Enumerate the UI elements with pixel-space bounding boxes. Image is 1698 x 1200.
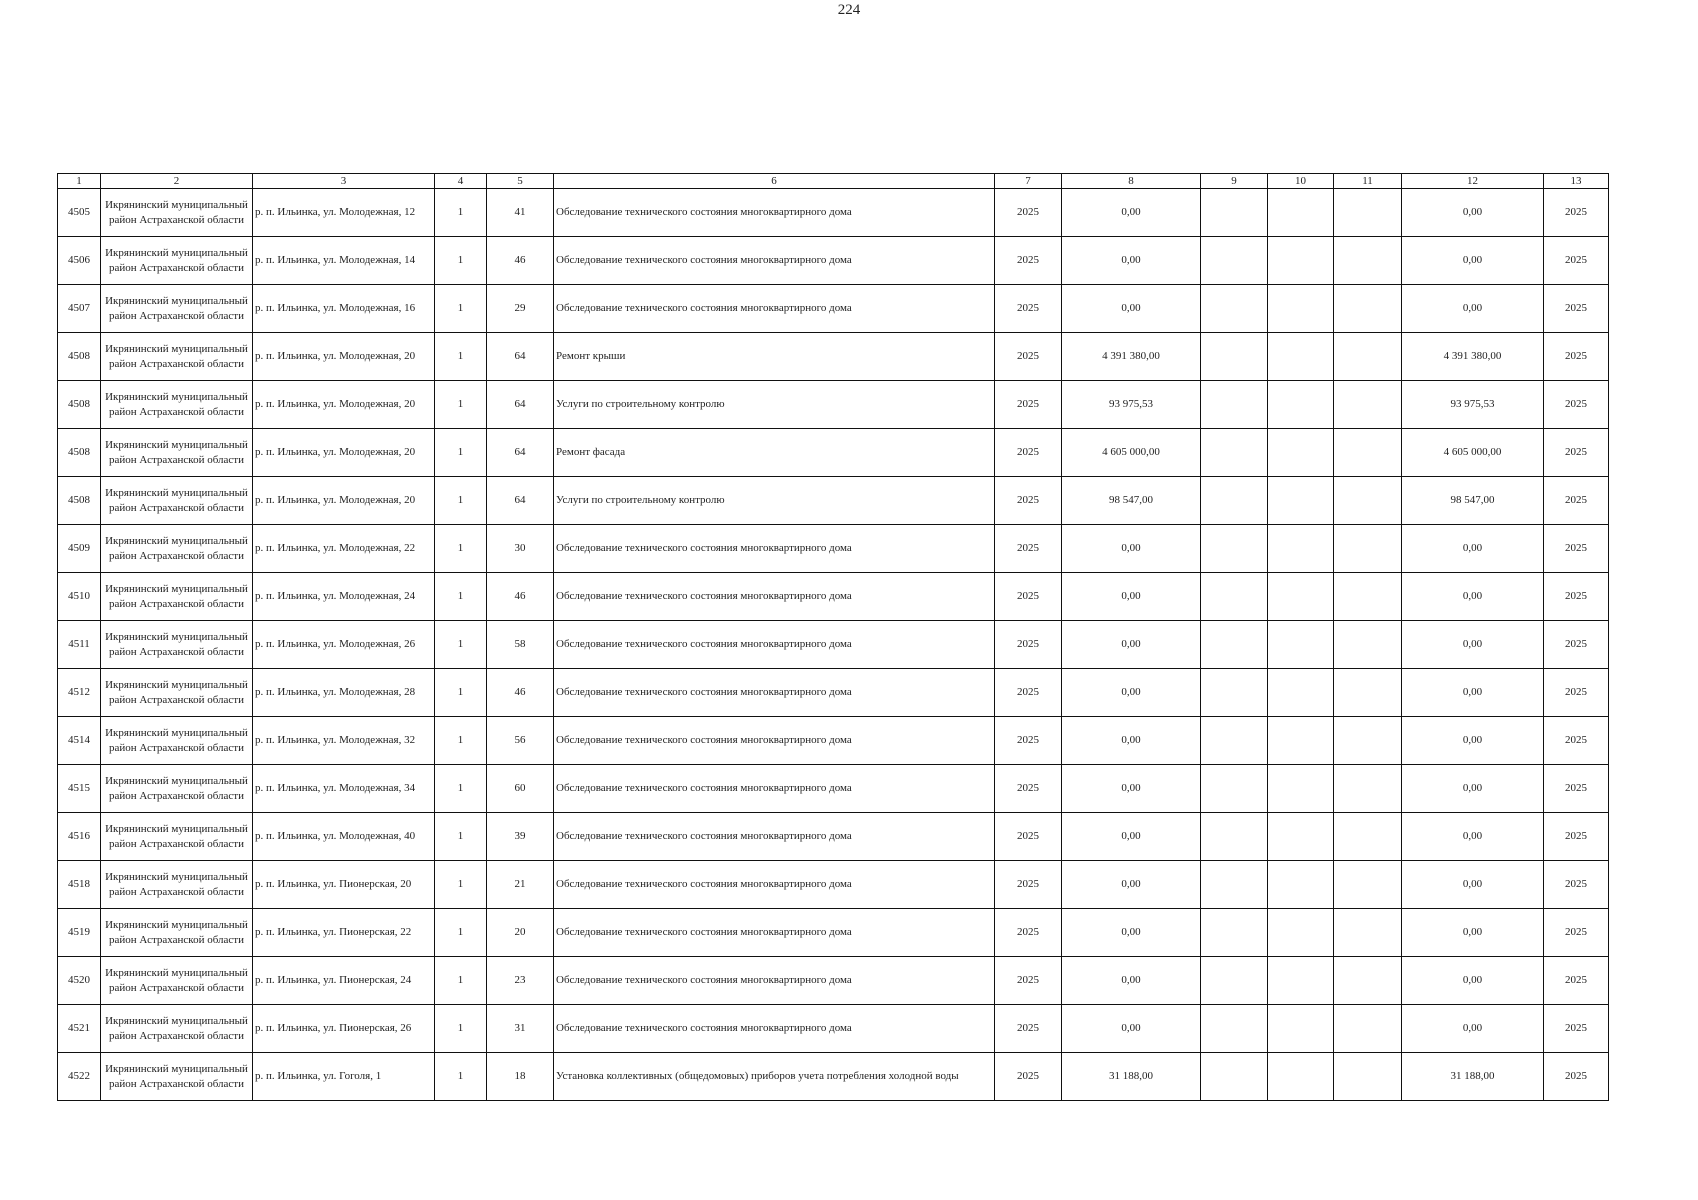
address-cell: р. п. Ильинка, ул. Молодежная, 32 <box>253 717 435 765</box>
col-9-cell <box>1201 477 1268 525</box>
col-9-cell <box>1201 669 1268 717</box>
cost-cell: 0,00 <box>1062 669 1201 717</box>
work-type-cell: Обследование технического состояния многоквартирного дома <box>554 621 995 669</box>
col-4-cell: 1 <box>435 813 487 861</box>
work-type-cell: Обследование технического состояния многоквартирного дома <box>554 717 995 765</box>
col-4-cell: 1 <box>435 189 487 237</box>
work-type-cell: Услуги по строительному контролю <box>554 381 995 429</box>
address-cell: р. п. Ильинка, ул. Молодежная, 20 <box>253 429 435 477</box>
col-13-cell: 2025 <box>1544 285 1609 333</box>
municipality-cell: Икрянинский муниципальный район Астраханской области <box>101 381 253 429</box>
municipality-cell: Икрянинский муниципальный район Астраханской области <box>101 909 253 957</box>
col-5-cell: 58 <box>487 621 554 669</box>
municipality-cell: Икрянинский муниципальный район Астраханской области <box>101 333 253 381</box>
row-number-cell: 4520 <box>58 957 101 1005</box>
table-row <box>58 669 1609 717</box>
work-type-cell: Обследование технического состояния многоквартирного дома <box>554 285 995 333</box>
address-cell: р. п. Ильинка, ул. Пионерская, 20 <box>253 861 435 909</box>
work-type-cell: Обследование технического состояния многоквартирного дома <box>554 1005 995 1053</box>
work-type-cell: Обследование технического состояния многоквартирного дома <box>554 573 995 621</box>
row-number-cell: 4511 <box>58 621 101 669</box>
table-row <box>58 237 1609 285</box>
work-type-cell: Обследование технического состояния многоквартирного дома <box>554 669 995 717</box>
table-row <box>58 477 1609 525</box>
col-9-cell <box>1201 381 1268 429</box>
municipality-cell: Икрянинский муниципальный район Астраханской области <box>101 429 253 477</box>
col-9-cell <box>1201 573 1268 621</box>
col-13-cell: 2025 <box>1544 333 1609 381</box>
col-4-cell: 1 <box>435 237 487 285</box>
work-type-cell: Обследование технического состояния многоквартирного дома <box>554 189 995 237</box>
year-cell: 2025 <box>995 573 1062 621</box>
address-cell: р. п. Ильинка, ул. Молодежная, 28 <box>253 669 435 717</box>
col-9-cell <box>1201 909 1268 957</box>
col-5-cell: 20 <box>487 909 554 957</box>
row-number-cell: 4506 <box>58 237 101 285</box>
municipality-cell: Икрянинский муниципальный район Астраханской области <box>101 285 253 333</box>
col-12-cell: 0,00 <box>1402 861 1544 909</box>
address-cell: р. п. Ильинка, ул. Молодежная, 20 <box>253 381 435 429</box>
municipality-cell: Икрянинский муниципальный район Астраханской области <box>101 765 253 813</box>
address-cell: р. п. Ильинка, ул. Молодежная, 16 <box>253 285 435 333</box>
col-13-cell: 2025 <box>1544 525 1609 573</box>
address-cell: р. п. Ильинка, ул. Молодежная, 26 <box>253 621 435 669</box>
col-9-cell <box>1201 1005 1268 1053</box>
year-cell: 2025 <box>995 621 1062 669</box>
row-number-cell: 4519 <box>58 909 101 957</box>
cost-cell: 0,00 <box>1062 237 1201 285</box>
col-10-cell <box>1268 1053 1334 1101</box>
col-10-cell <box>1268 573 1334 621</box>
column-header-9: 9 <box>1201 174 1268 189</box>
table-header <box>58 174 1609 189</box>
cost-cell: 0,00 <box>1062 861 1201 909</box>
year-cell: 2025 <box>995 813 1062 861</box>
row-number-cell: 4512 <box>58 669 101 717</box>
col-5-cell: 64 <box>487 381 554 429</box>
table-row <box>58 861 1609 909</box>
col-4-cell: 1 <box>435 669 487 717</box>
year-cell: 2025 <box>995 525 1062 573</box>
col-4-cell: 1 <box>435 909 487 957</box>
year-cell: 2025 <box>995 429 1062 477</box>
page-number: 224 <box>837 2 861 18</box>
work-type-cell: Ремонт фасада <box>554 429 995 477</box>
col-12-cell: 0,00 <box>1402 813 1544 861</box>
col-12-cell: 0,00 <box>1402 1005 1544 1053</box>
col-10-cell <box>1268 525 1334 573</box>
col-5-cell: 60 <box>487 765 554 813</box>
col-11-cell <box>1334 621 1402 669</box>
year-cell: 2025 <box>995 1005 1062 1053</box>
work-type-cell: Обследование технического состояния многоквартирного дома <box>554 237 995 285</box>
year-cell: 2025 <box>995 1053 1062 1101</box>
col-13-cell: 2025 <box>1544 237 1609 285</box>
col-9-cell <box>1201 333 1268 381</box>
col-13-cell: 2025 <box>1544 861 1609 909</box>
row-number-cell: 4505 <box>58 189 101 237</box>
col-4-cell: 1 <box>435 429 487 477</box>
col-13-cell: 2025 <box>1544 813 1609 861</box>
row-number-cell: 4510 <box>58 573 101 621</box>
row-number-cell: 4516 <box>58 813 101 861</box>
cost-cell: 4 391 380,00 <box>1062 333 1201 381</box>
year-cell: 2025 <box>995 957 1062 1005</box>
col-13-cell: 2025 <box>1544 1005 1609 1053</box>
col-11-cell <box>1334 525 1402 573</box>
col-12-cell: 0,00 <box>1402 765 1544 813</box>
column-header-12: 12 <box>1402 174 1544 189</box>
col-10-cell <box>1268 621 1334 669</box>
col-12-cell: 0,00 <box>1402 957 1544 1005</box>
col-13-cell: 2025 <box>1544 429 1609 477</box>
address-cell: р. п. Ильинка, ул. Молодежная, 14 <box>253 237 435 285</box>
column-header-2: 2 <box>101 174 253 189</box>
col-11-cell <box>1334 237 1402 285</box>
col-12-cell: 0,00 <box>1402 909 1544 957</box>
capital-repair-table <box>57 173 1609 1101</box>
col-5-cell: 21 <box>487 861 554 909</box>
year-cell: 2025 <box>995 333 1062 381</box>
col-10-cell <box>1268 1005 1334 1053</box>
work-type-cell: Обследование технического состояния многоквартирного дома <box>554 909 995 957</box>
col-5-cell: 64 <box>487 429 554 477</box>
cost-cell: 0,00 <box>1062 957 1201 1005</box>
table-row <box>58 189 1609 237</box>
row-number-cell: 4514 <box>58 717 101 765</box>
table-row <box>58 909 1609 957</box>
year-cell: 2025 <box>995 765 1062 813</box>
col-9-cell <box>1201 765 1268 813</box>
col-10-cell <box>1268 429 1334 477</box>
column-header-11: 11 <box>1334 174 1402 189</box>
address-cell: р. п. Ильинка, ул. Молодежная, 34 <box>253 765 435 813</box>
col-5-cell: 39 <box>487 813 554 861</box>
col-10-cell <box>1268 813 1334 861</box>
col-4-cell: 1 <box>435 1005 487 1053</box>
col-11-cell <box>1334 381 1402 429</box>
row-number-cell: 4508 <box>58 429 101 477</box>
table-row <box>58 429 1609 477</box>
municipality-cell: Икрянинский муниципальный район Астраханской области <box>101 1053 253 1101</box>
col-4-cell: 1 <box>435 477 487 525</box>
col-5-cell: 46 <box>487 573 554 621</box>
col-13-cell: 2025 <box>1544 381 1609 429</box>
col-9-cell <box>1201 237 1268 285</box>
work-type-cell: Обследование технического состояния многоквартирного дома <box>554 861 995 909</box>
table-row <box>58 381 1609 429</box>
year-cell: 2025 <box>995 861 1062 909</box>
row-number-cell: 4518 <box>58 861 101 909</box>
col-5-cell: 64 <box>487 477 554 525</box>
col-5-cell: 23 <box>487 957 554 1005</box>
col-11-cell <box>1334 909 1402 957</box>
column-header-10: 10 <box>1268 174 1334 189</box>
col-11-cell <box>1334 717 1402 765</box>
col-13-cell: 2025 <box>1544 669 1609 717</box>
col-12-cell: 0,00 <box>1402 669 1544 717</box>
col-10-cell <box>1268 477 1334 525</box>
col-10-cell <box>1268 669 1334 717</box>
column-header-6: 6 <box>554 174 995 189</box>
table-row <box>58 525 1609 573</box>
address-cell: р. п. Ильинка, ул. Молодежная, 20 <box>253 477 435 525</box>
column-header-7: 7 <box>995 174 1062 189</box>
row-number-cell: 4515 <box>58 765 101 813</box>
municipality-cell: Икрянинский муниципальный район Астраханской области <box>101 1005 253 1053</box>
table-row <box>58 957 1609 1005</box>
col-9-cell <box>1201 861 1268 909</box>
year-cell: 2025 <box>995 381 1062 429</box>
cost-cell: 31 188,00 <box>1062 1053 1201 1101</box>
col-10-cell <box>1268 189 1334 237</box>
col-11-cell <box>1334 861 1402 909</box>
col-5-cell: 30 <box>487 525 554 573</box>
municipality-cell: Икрянинский муниципальный район Астраханской области <box>101 861 253 909</box>
address-cell: р. п. Ильинка, ул. Молодежная, 22 <box>253 525 435 573</box>
municipality-cell: Икрянинский муниципальный район Астраханской области <box>101 621 253 669</box>
table-row <box>58 333 1609 381</box>
cost-cell: 4 605 000,00 <box>1062 429 1201 477</box>
col-12-cell: 31 188,00 <box>1402 1053 1544 1101</box>
row-number-cell: 4509 <box>58 525 101 573</box>
col-11-cell <box>1334 957 1402 1005</box>
year-cell: 2025 <box>995 285 1062 333</box>
col-13-cell: 2025 <box>1544 573 1609 621</box>
col-5-cell: 29 <box>487 285 554 333</box>
municipality-cell: Икрянинский муниципальный район Астраханской области <box>101 573 253 621</box>
col-12-cell: 93 975,53 <box>1402 381 1544 429</box>
address-cell: р. п. Ильинка, ул. Пионерская, 24 <box>253 957 435 1005</box>
table-row <box>58 621 1609 669</box>
col-4-cell: 1 <box>435 765 487 813</box>
municipality-cell: Икрянинский муниципальный район Астраханской области <box>101 669 253 717</box>
col-4-cell: 1 <box>435 957 487 1005</box>
address-cell: р. п. Ильинка, ул. Пионерская, 22 <box>253 909 435 957</box>
year-cell: 2025 <box>995 669 1062 717</box>
address-cell: р. п. Ильинка, ул. Молодежная, 24 <box>253 573 435 621</box>
col-12-cell: 0,00 <box>1402 525 1544 573</box>
work-type-cell: Обследование технического состояния многоквартирного дома <box>554 813 995 861</box>
table-row <box>58 1053 1609 1101</box>
col-5-cell: 64 <box>487 333 554 381</box>
year-cell: 2025 <box>995 909 1062 957</box>
col-5-cell: 56 <box>487 717 554 765</box>
col-11-cell <box>1334 573 1402 621</box>
work-type-cell: Обследование технического состояния многоквартирного дома <box>554 525 995 573</box>
work-type-cell: Ремонт крыши <box>554 333 995 381</box>
year-cell: 2025 <box>995 717 1062 765</box>
col-12-cell: 4 391 380,00 <box>1402 333 1544 381</box>
address-cell: р. п. Ильинка, ул. Гоголя, 1 <box>253 1053 435 1101</box>
municipality-cell: Икрянинский муниципальный район Астраханской области <box>101 189 253 237</box>
cost-cell: 0,00 <box>1062 909 1201 957</box>
col-9-cell <box>1201 189 1268 237</box>
col-13-cell: 2025 <box>1544 909 1609 957</box>
cost-cell: 0,00 <box>1062 1005 1201 1053</box>
col-11-cell <box>1334 285 1402 333</box>
col-10-cell <box>1268 333 1334 381</box>
table-row <box>58 813 1609 861</box>
address-cell: р. п. Ильинка, ул. Молодежная, 40 <box>253 813 435 861</box>
col-11-cell <box>1334 333 1402 381</box>
col-11-cell <box>1334 765 1402 813</box>
municipality-cell: Икрянинский муниципальный район Астраханской области <box>101 717 253 765</box>
row-number-cell: 4508 <box>58 333 101 381</box>
col-10-cell <box>1268 765 1334 813</box>
col-9-cell <box>1201 813 1268 861</box>
table-row <box>58 573 1609 621</box>
col-10-cell <box>1268 237 1334 285</box>
row-number-cell: 4521 <box>58 1005 101 1053</box>
col-12-cell: 0,00 <box>1402 285 1544 333</box>
col-13-cell: 2025 <box>1544 717 1609 765</box>
cost-cell: 0,00 <box>1062 573 1201 621</box>
col-13-cell: 2025 <box>1544 957 1609 1005</box>
work-type-cell: Обследование технического состояния многоквартирного дома <box>554 957 995 1005</box>
col-11-cell <box>1334 1005 1402 1053</box>
year-cell: 2025 <box>995 477 1062 525</box>
col-13-cell: 2025 <box>1544 189 1609 237</box>
col-9-cell <box>1201 621 1268 669</box>
table-row <box>58 765 1609 813</box>
col-4-cell: 1 <box>435 621 487 669</box>
table-row <box>58 1005 1609 1053</box>
col-10-cell <box>1268 717 1334 765</box>
col-9-cell <box>1201 525 1268 573</box>
cost-cell: 0,00 <box>1062 525 1201 573</box>
col-12-cell: 98 547,00 <box>1402 477 1544 525</box>
col-4-cell: 1 <box>435 573 487 621</box>
column-header-1: 1 <box>58 174 101 189</box>
cost-cell: 0,00 <box>1062 765 1201 813</box>
col-11-cell <box>1334 429 1402 477</box>
column-header-13: 13 <box>1544 174 1609 189</box>
row-number-cell: 4507 <box>58 285 101 333</box>
column-header-4: 4 <box>435 174 487 189</box>
col-10-cell <box>1268 861 1334 909</box>
col-10-cell <box>1268 957 1334 1005</box>
col-9-cell <box>1201 285 1268 333</box>
column-header-8: 8 <box>1062 174 1201 189</box>
col-4-cell: 1 <box>435 1053 487 1101</box>
cost-cell: 0,00 <box>1062 813 1201 861</box>
col-4-cell: 1 <box>435 285 487 333</box>
col-13-cell: 2025 <box>1544 621 1609 669</box>
col-10-cell <box>1268 381 1334 429</box>
work-type-cell: Установка коллективных (общедомовых) приборов учета потребления холодной воды <box>554 1053 995 1101</box>
col-4-cell: 1 <box>435 333 487 381</box>
col-9-cell <box>1201 429 1268 477</box>
col-12-cell: 0,00 <box>1402 189 1544 237</box>
year-cell: 2025 <box>995 237 1062 285</box>
row-number-cell: 4508 <box>58 477 101 525</box>
col-11-cell <box>1334 189 1402 237</box>
col-10-cell <box>1268 909 1334 957</box>
col-9-cell <box>1201 957 1268 1005</box>
municipality-cell: Икрянинский муниципальный район Астраханской области <box>101 957 253 1005</box>
cost-cell: 0,00 <box>1062 189 1201 237</box>
col-4-cell: 1 <box>435 381 487 429</box>
municipality-cell: Икрянинский муниципальный район Астраханской области <box>101 813 253 861</box>
column-header-3: 3 <box>253 174 435 189</box>
table-row <box>58 717 1609 765</box>
col-5-cell: 46 <box>487 669 554 717</box>
cost-cell: 0,00 <box>1062 621 1201 669</box>
col-5-cell: 31 <box>487 1005 554 1053</box>
work-type-cell: Обследование технического состояния многоквартирного дома <box>554 765 995 813</box>
col-12-cell: 0,00 <box>1402 237 1544 285</box>
row-number-cell: 4508 <box>58 381 101 429</box>
col-13-cell: 2025 <box>1544 477 1609 525</box>
col-10-cell <box>1268 285 1334 333</box>
year-cell: 2025 <box>995 189 1062 237</box>
municipality-cell: Икрянинский муниципальный район Астраханской области <box>101 237 253 285</box>
col-12-cell: 0,00 <box>1402 573 1544 621</box>
header-row <box>58 174 1609 189</box>
col-11-cell <box>1334 1053 1402 1101</box>
address-cell: р. п. Ильинка, ул. Молодежная, 20 <box>253 333 435 381</box>
col-12-cell: 0,00 <box>1402 717 1544 765</box>
col-12-cell: 0,00 <box>1402 621 1544 669</box>
municipality-cell: Икрянинский муниципальный район Астраханской области <box>101 525 253 573</box>
col-13-cell: 2025 <box>1544 1053 1609 1101</box>
col-9-cell <box>1201 717 1268 765</box>
col-9-cell <box>1201 1053 1268 1101</box>
address-cell: р. п. Ильинка, ул. Пионерская, 26 <box>253 1005 435 1053</box>
row-number-cell: 4522 <box>58 1053 101 1101</box>
cost-cell: 0,00 <box>1062 717 1201 765</box>
column-header-5: 5 <box>487 174 554 189</box>
col-5-cell: 46 <box>487 237 554 285</box>
col-13-cell: 2025 <box>1544 765 1609 813</box>
col-4-cell: 1 <box>435 861 487 909</box>
work-type-cell: Услуги по строительному контролю <box>554 477 995 525</box>
col-11-cell <box>1334 813 1402 861</box>
cost-cell: 0,00 <box>1062 285 1201 333</box>
col-5-cell: 18 <box>487 1053 554 1101</box>
table-body <box>58 189 1609 1101</box>
col-5-cell: 41 <box>487 189 554 237</box>
col-11-cell <box>1334 477 1402 525</box>
col-4-cell: 1 <box>435 717 487 765</box>
cost-cell: 98 547,00 <box>1062 477 1201 525</box>
municipality-cell: Икрянинский муниципальный район Астраханской области <box>101 477 253 525</box>
col-11-cell <box>1334 669 1402 717</box>
cost-cell: 93 975,53 <box>1062 381 1201 429</box>
col-12-cell: 4 605 000,00 <box>1402 429 1544 477</box>
table-row <box>58 285 1609 333</box>
address-cell: р. п. Ильинка, ул. Молодежная, 12 <box>253 189 435 237</box>
col-4-cell: 1 <box>435 525 487 573</box>
